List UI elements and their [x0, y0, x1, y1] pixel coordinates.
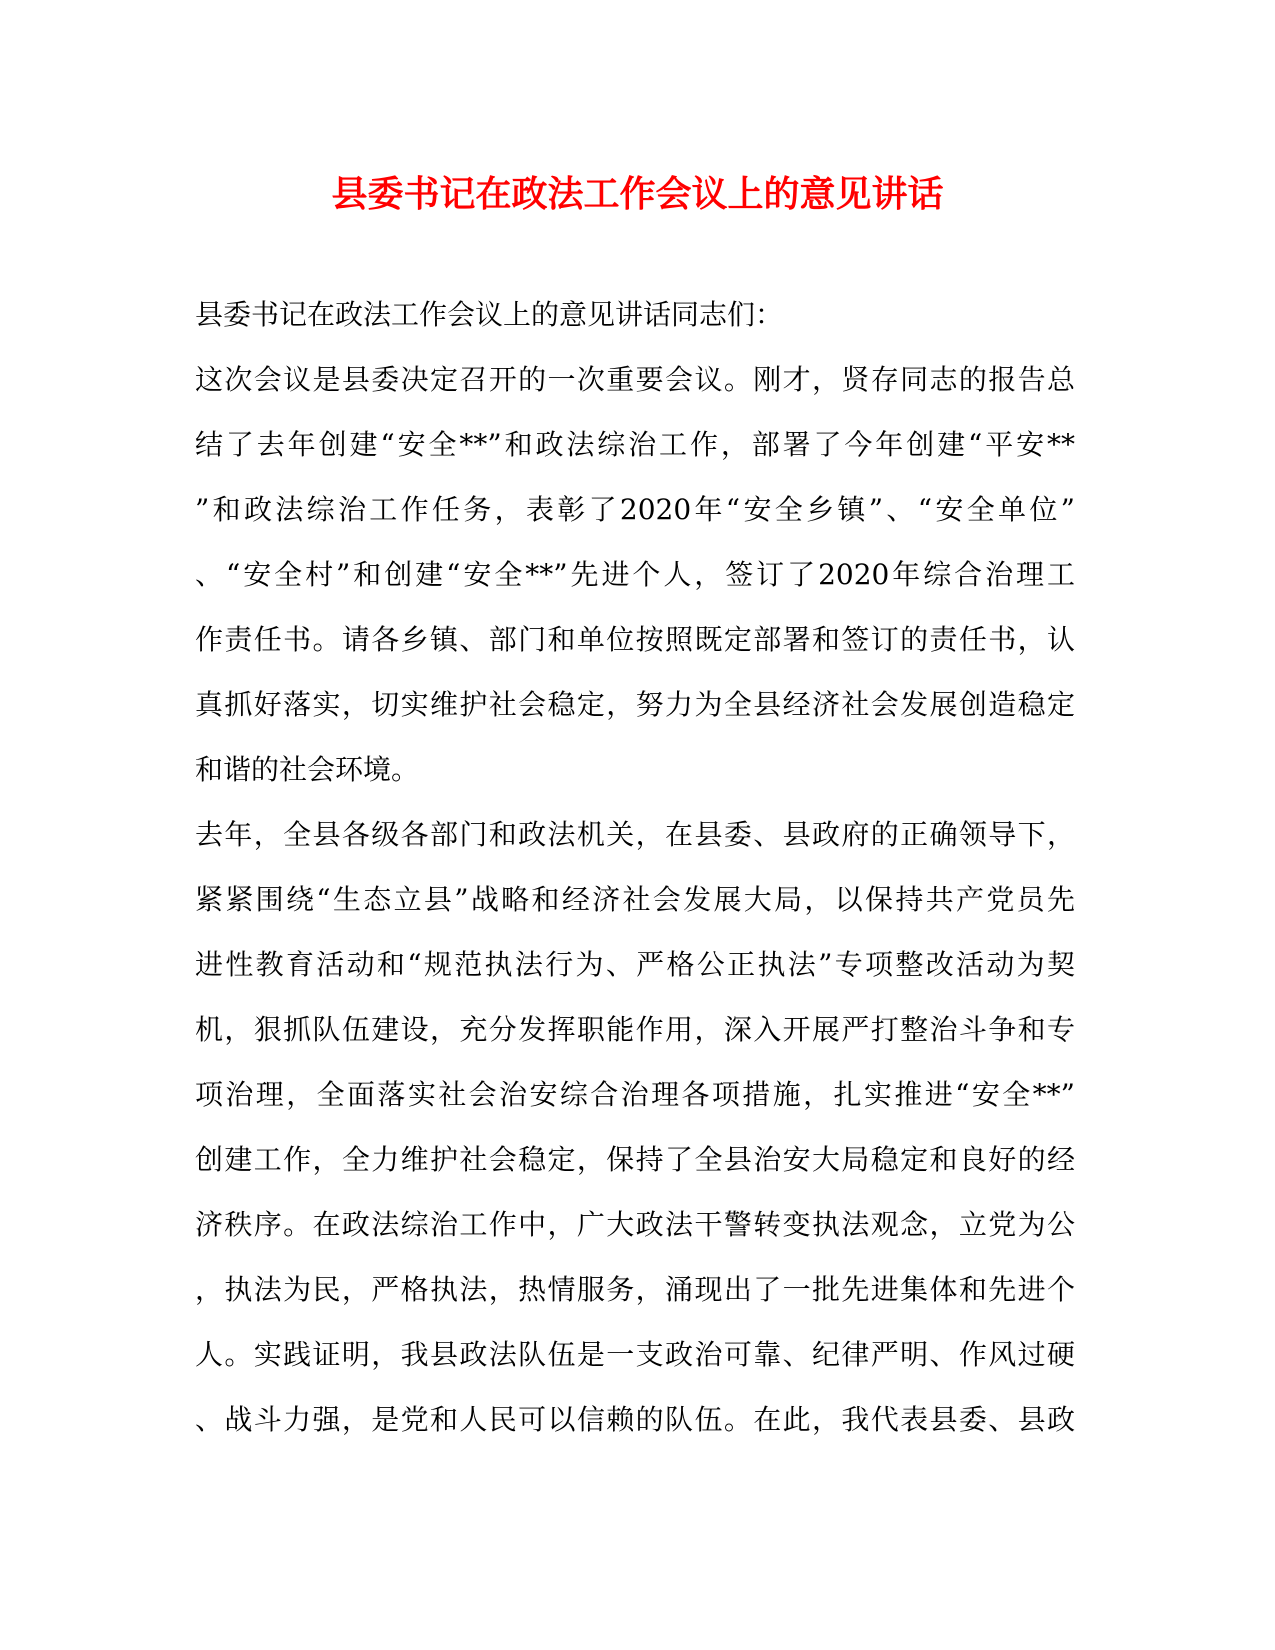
body-line: 进性教育活动和“规范执法行为、严格公正执法”专项整改活动为契 — [195, 948, 1075, 981]
body-line: 紧紧围绕“生态立县”战略和经济社会发展大局，以保持共产党员先 — [195, 883, 1075, 916]
body-line: 机，狠抓队伍建设，充分发挥职能作用，深入开展严打整治斗争和专 — [195, 1013, 1075, 1046]
body-line: 这次会议是县委决定召开的一次重要会议。刚才，贤存同志的报告总 — [195, 363, 1075, 396]
body-line: 去年，全县各级各部门和政法机关，在县委、县政府的正确领导下， — [195, 818, 1075, 851]
body-line: ”和政法综治工作任务，表彰了2020年“安全乡镇”、“安全单位” — [195, 493, 1075, 526]
document-title: 县委书记在政法工作会议上的意见讲话 — [331, 173, 944, 215]
body-line: 、战斗力强，是党和人民可以信赖的队伍。在此，我代表县委、县政 — [195, 1403, 1075, 1436]
body-line: 县委书记在政法工作会议上的意见讲话同志们： — [195, 298, 784, 331]
body-line: 作责任书。请各乡镇、部门和单位按照既定部署和签订的责任书，认 — [195, 623, 1075, 656]
body-line: ，执法为民，严格执法，热情服务，涌现出了一批先进集体和先进个 — [195, 1273, 1075, 1306]
body-line: 结了去年创建“安全**”和政法综治工作，部署了今年创建“平安** — [195, 428, 1075, 461]
body-line: 真抓好落实，切实维护社会稳定，努力为全县经济社会发展创造稳定 — [195, 688, 1075, 721]
body-line: 济秩序。在政法综治工作中，广大政法干警转变执法观念，立党为公 — [195, 1208, 1075, 1241]
body-line: 和谐的社会环境。 — [195, 753, 420, 786]
body-line: 项治理，全面落实社会治安综合治理各项措施，扎实推进“安全**” — [195, 1078, 1075, 1111]
body-line: 创建工作，全力维护社会稳定，保持了全县治安大局稳定和良好的经 — [195, 1143, 1075, 1176]
document-body — [195, 282, 1075, 1452]
body-line: 人。实践证明，我县政法队伍是一支政治可靠、纪律严明、作风过硬 — [195, 1338, 1075, 1371]
body-line: 、“安全村”和创建“安全**”先进个人，签订了2020年综合治理工 — [195, 558, 1075, 591]
